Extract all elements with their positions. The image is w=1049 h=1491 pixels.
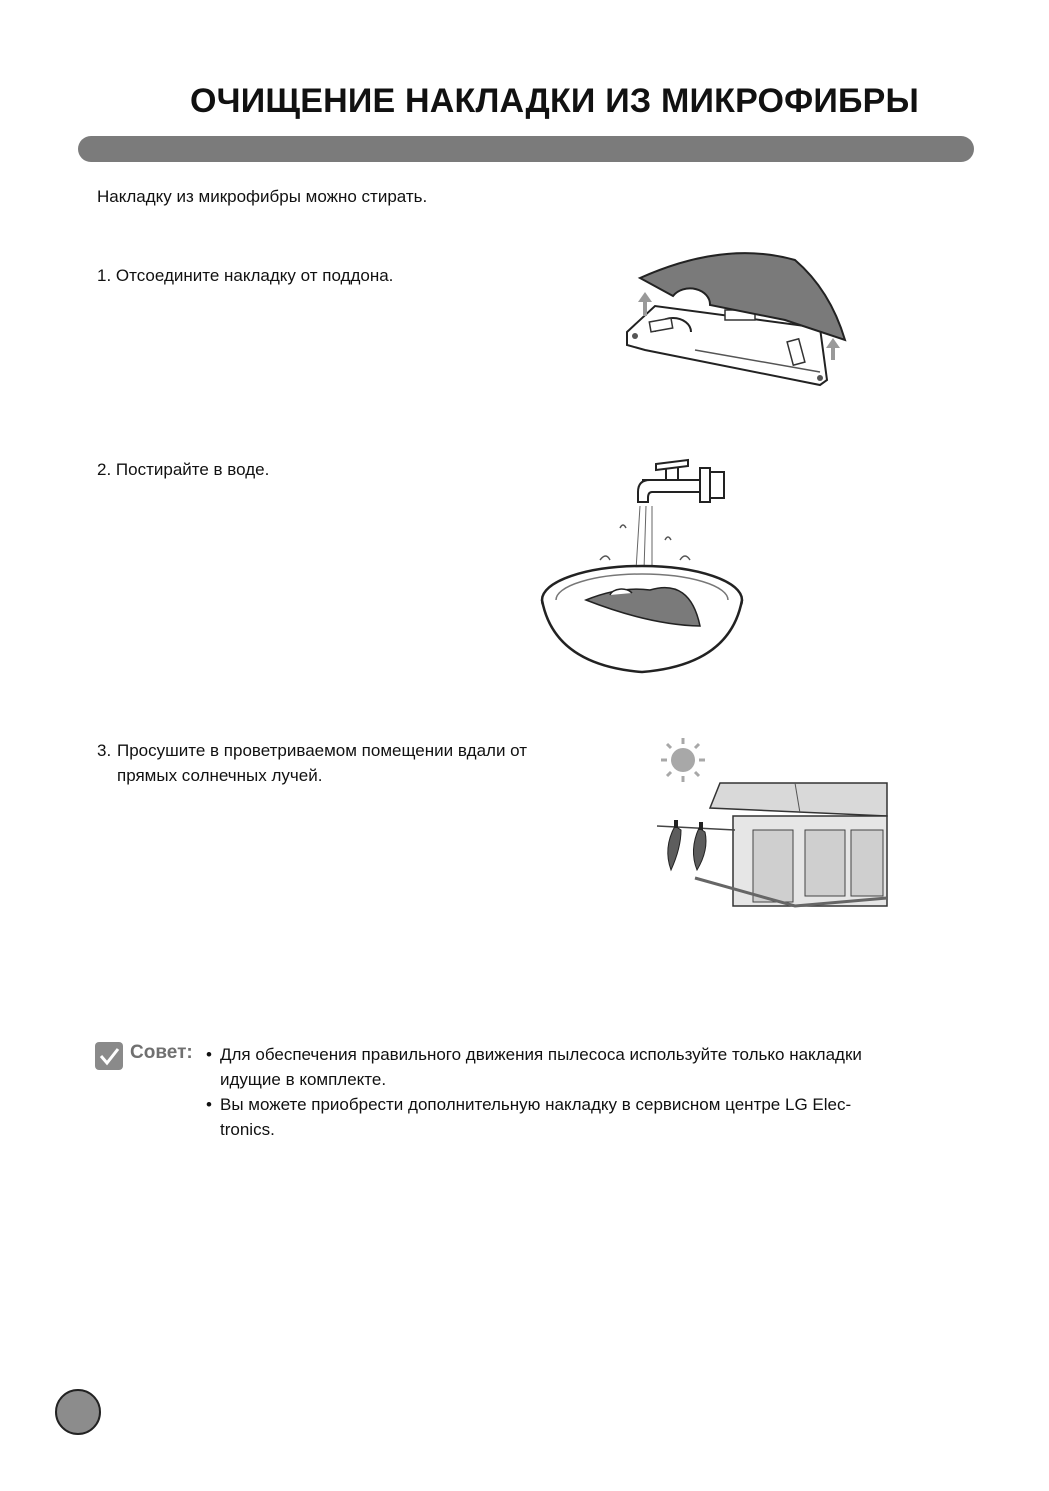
tip-item-1-line2: идущие в комплекте. [220, 1070, 387, 1089]
step-1-text: Отсоедините накладку от поддона. [115, 266, 394, 285]
checkmark-icon [95, 1042, 123, 1070]
step-1 [97, 263, 393, 288]
tip-label: Совет: [130, 1042, 193, 1063]
title-underline-bar [78, 136, 974, 162]
intro-text: Накладку из микрофибры можно стирать. [97, 187, 428, 206]
step-3-number: 3. [97, 741, 112, 760]
tip-item [206, 1092, 926, 1142]
bullet: • [206, 1045, 212, 1064]
step-2 [97, 457, 269, 482]
tip-item-2-line2: tronics. [220, 1120, 275, 1139]
step-3 [97, 738, 597, 788]
page-number-marker [55, 1389, 101, 1435]
drying-outdoors-illustration [655, 738, 890, 913]
bullet: • [206, 1095, 212, 1114]
tip-item-2-line1: Вы можете приобрести дополнительную накладку в сервисном центре LG Elec- [220, 1095, 852, 1114]
step-2-number: 2. [97, 460, 112, 479]
page-title: ОЧИЩЕНИЕ НАКЛАДКИ ИЗ МИКРОФИБРЫ [190, 82, 920, 120]
step-2-text: Постирайте в воде. [115, 460, 270, 479]
pad-removal-illustration [615, 250, 855, 400]
tip-item [206, 1042, 926, 1092]
step-1-number: 1. [97, 266, 112, 285]
tip-list [206, 1042, 926, 1142]
washing-bowl-illustration [540, 450, 780, 680]
step-3-text-line1: Просушите в проветриваемом помещении вдали от [117, 741, 528, 760]
step-3-text-line2: прямых солнечных лучей. [117, 766, 323, 785]
tip-item-1-line1: Для обеспечения правильного движения пылесоса используйте только накладки [220, 1045, 862, 1064]
